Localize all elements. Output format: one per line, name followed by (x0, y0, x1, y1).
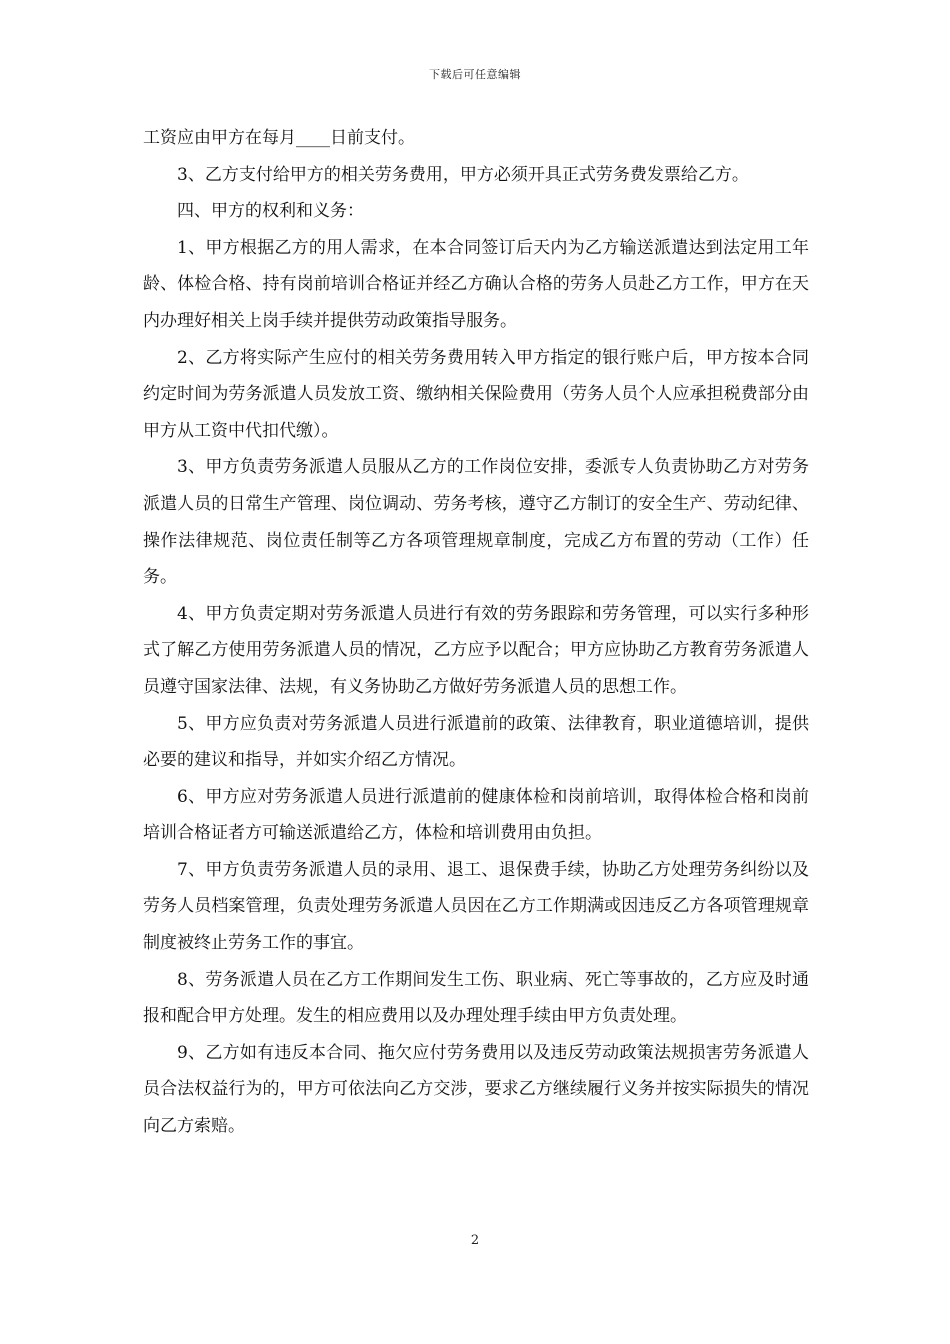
page-number: 2 (470, 1233, 480, 1248)
paragraph-clause-8: 8、劳务派遣人员在乙方工作期间发生工伤、职业病、死亡等事故的，乙方应及时通报和配合甲方处理。发生的相应费用以及办理处理手续由甲方负责处理。 (143, 969, 809, 1027)
paragraph-clause-6: 6、甲方应对劳务派遣人员进行派遣前的健康体检和岗前培训，取得体检合格和岗前培训合格证者方可输送派遣给乙方，体检和培训费用由负担。 (143, 786, 809, 844)
paragraph-clause-1: 1、甲方根据乙方的用人需求，在本合同签订后天内为乙方输送派遣达到法定用工年龄、体检合格、持有岗前培训合格证并经乙方确认合格的劳务人员赴乙方工作，甲方在天内办理好相关上岗手续并提供劳动政策指导服务。 (143, 237, 809, 331)
section-heading-party-a-rights: 四、甲方的权利和义务： (177, 201, 364, 222)
paragraph-clause-9: 9、乙方如有违反本合同、拖欠应付劳务费用以及违反劳动政策法规损害劳务派遣人员合法权益行为的，甲方可依法向乙方交涉，要求乙方继续履行义务并按实际损失的情况向乙方索赔。 (143, 1042, 809, 1137)
paragraph-clause-7: 7、甲方负责劳务派遣人员的录用、退工、退保费手续，协助乙方处理劳务纠纷以及劳务人员档案管理，负责处理劳务派遣人员因在乙方工作期满或因违反乙方各项管理规章制度被终止劳务工作的事宜。 (143, 859, 809, 954)
paragraph-clause-3: 3、甲方负责劳务派遣人员服从乙方的工作岗位安排，委派专人负责协助乙方对劳务派遣人员的日常生产管理、岗位调动、劳务考核，遵守乙方制订的安全生产、劳动纪律、操作法律规范、岗位责任制等乙方各项管理规章制度，完成乙方布置的劳动（工作）任务。 (143, 457, 809, 588)
paragraph-wage-payment: 工资应由甲方在每月____日前支付。 (143, 128, 415, 148)
paragraph-clause-5: 5、甲方应负责对劳务派遣人员进行派遣前的政策、法律教育，职业道德培训，提供必要的建议和指导，并如实介绍乙方情况。 (143, 713, 809, 771)
document-body (143, 120, 809, 1145)
paragraph-clause-3-invoice: 3、乙方支付给甲方的相关劳务费用，甲方必须开具正式劳务费发票给乙方。 (177, 164, 749, 185)
paragraph-clause-2: 2、乙方将实际产生应付的相关劳务费用转入甲方指定的银行账户后，甲方按本合同约定时间为劳务派遣人员发放工资、缴纳相关保险费用（劳务人员个人应承担税费部分由甲方从工资中代扣代缴）。 (143, 347, 809, 441)
page-header: 下载后可任意编辑 (429, 68, 521, 81)
paragraph-clause-4: 4、甲方负责定期对劳务派遣人员进行有效的劳务跟踪和劳务管理，可以实行多种形式了解乙方使用劳务派遣人员的情况，乙方应予以配合；甲方应协助乙方教育劳务派遣人员遵守国家法律、法规，有义务协助乙方做好劳务派遣人员的思想工作。 (143, 603, 809, 697)
